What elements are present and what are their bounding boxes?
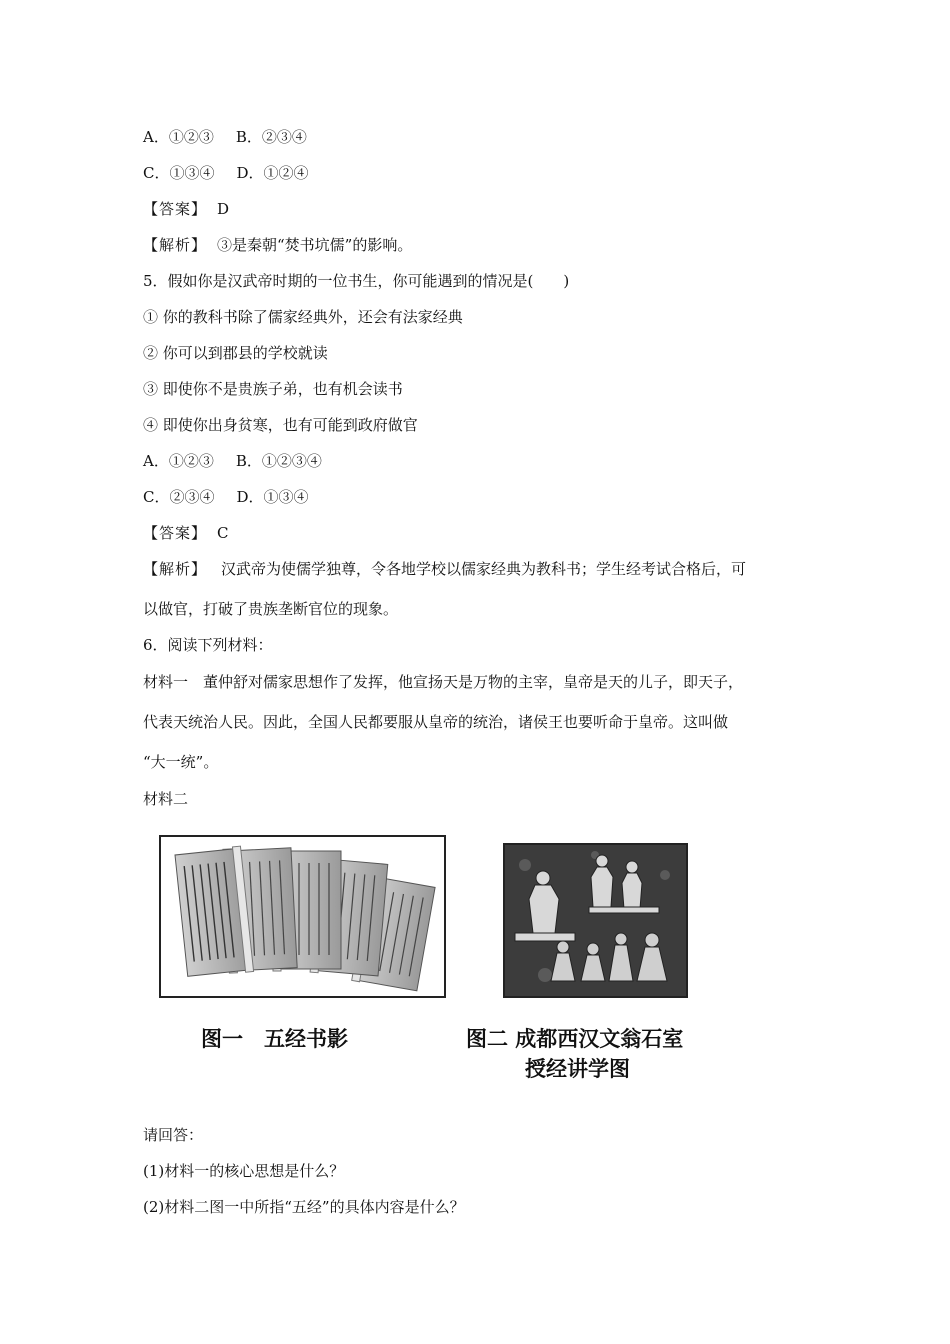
q6-material-1-line-1: 材料一 董仲舒对儒家思想作了发挥，他宣扬天是万物的主宰，皇帝是天的儿子，即天子， [143,673,744,691]
q6-stem: 6．阅读下列材料： [143,636,273,654]
q6-material-1-line-2: 代表天统治人民。因此，全国人民都要服从皇帝的统治，诸侯王也要听命于皇帝。这叫做 [143,713,729,731]
q4-analysis-label: 【解析】 [143,236,208,254]
q5-option-a: A．①②③ [143,452,214,470]
q5-statement-4: ④ 即使你出身贫寒，也有可能到政府做官 [143,416,418,434]
q5-statement-2: ② 你可以到郡县的学校就读 [143,344,328,362]
q4-options-row-2 [143,163,309,183]
q5-statement-3: ③ 即使你不是贵族子弟，也有机会读书 [143,380,403,398]
q5-analysis [143,559,746,579]
q6-material-1-line-3: “大一统”。 [143,753,219,771]
q6-material-2-label: 材料二 [143,790,189,808]
q5-answer [143,523,229,543]
q6-sub-question-2: (2)材料二图一中所指“五经”的具体内容是什么？ [143,1198,465,1216]
q5-option-d: D．①③④ [236,488,309,506]
q5-analysis-label: 【解析】 [143,560,208,578]
q4-option-d: D．①②④ [236,164,309,182]
q4-options-row-1 [143,127,307,147]
figure-five-classics-image [159,835,446,998]
q5-option-b: B．①②③④ [235,452,322,470]
q4-option-a: A．①②③ [143,128,214,146]
q4-analysis [143,235,412,255]
figure-stone-relief-image [503,843,688,998]
q4-answer-label: 【答案】 [143,200,208,218]
figure-2-caption-line-2: 授经讲学图 [525,1057,630,1081]
q6-prompt: 请回答： [143,1126,204,1144]
q5-analysis-line-1: 汉武帝为使儒学独尊，令各地学校以儒家经典为教科书；学生经考试合格后，可 [221,560,747,578]
q4-analysis-text: ③是秦朝“焚书坑儒”的影响。 [217,236,413,254]
q5-answer-label: 【答案】 [143,524,208,542]
q4-answer-value: D [217,200,230,218]
q4-option-c: C．①③④ [143,164,215,182]
figure-1-caption: 图一 五经书影 [201,1027,348,1051]
stone-relief-teaching-illustration [505,845,686,996]
figure-2-caption-line-1: 图二 成都西汉文翁石室 [466,1027,684,1051]
q5-stem: 5．假如你是汉武帝时期的一位书生，你可能遇到的情况是( ) [143,272,570,290]
q5-options-row-1 [143,451,322,471]
q5-analysis-line-2: 以做官，打破了贵族垄断官位的现象。 [143,600,399,618]
q5-options-row-2 [143,487,309,507]
q5-statement-1: ① 你的教科书除了儒家经典外，还会有法家经典 [143,308,463,326]
q4-answer [143,199,229,219]
five-classics-books-illustration [161,837,444,996]
book-1 [175,846,254,978]
q4-option-b: B．②③④ [235,128,307,146]
q5-answer-value: C [217,524,229,542]
q5-option-c: C．②③④ [143,488,215,506]
q6-sub-question-1: (1)材料一的核心思想是什么？ [143,1162,345,1180]
